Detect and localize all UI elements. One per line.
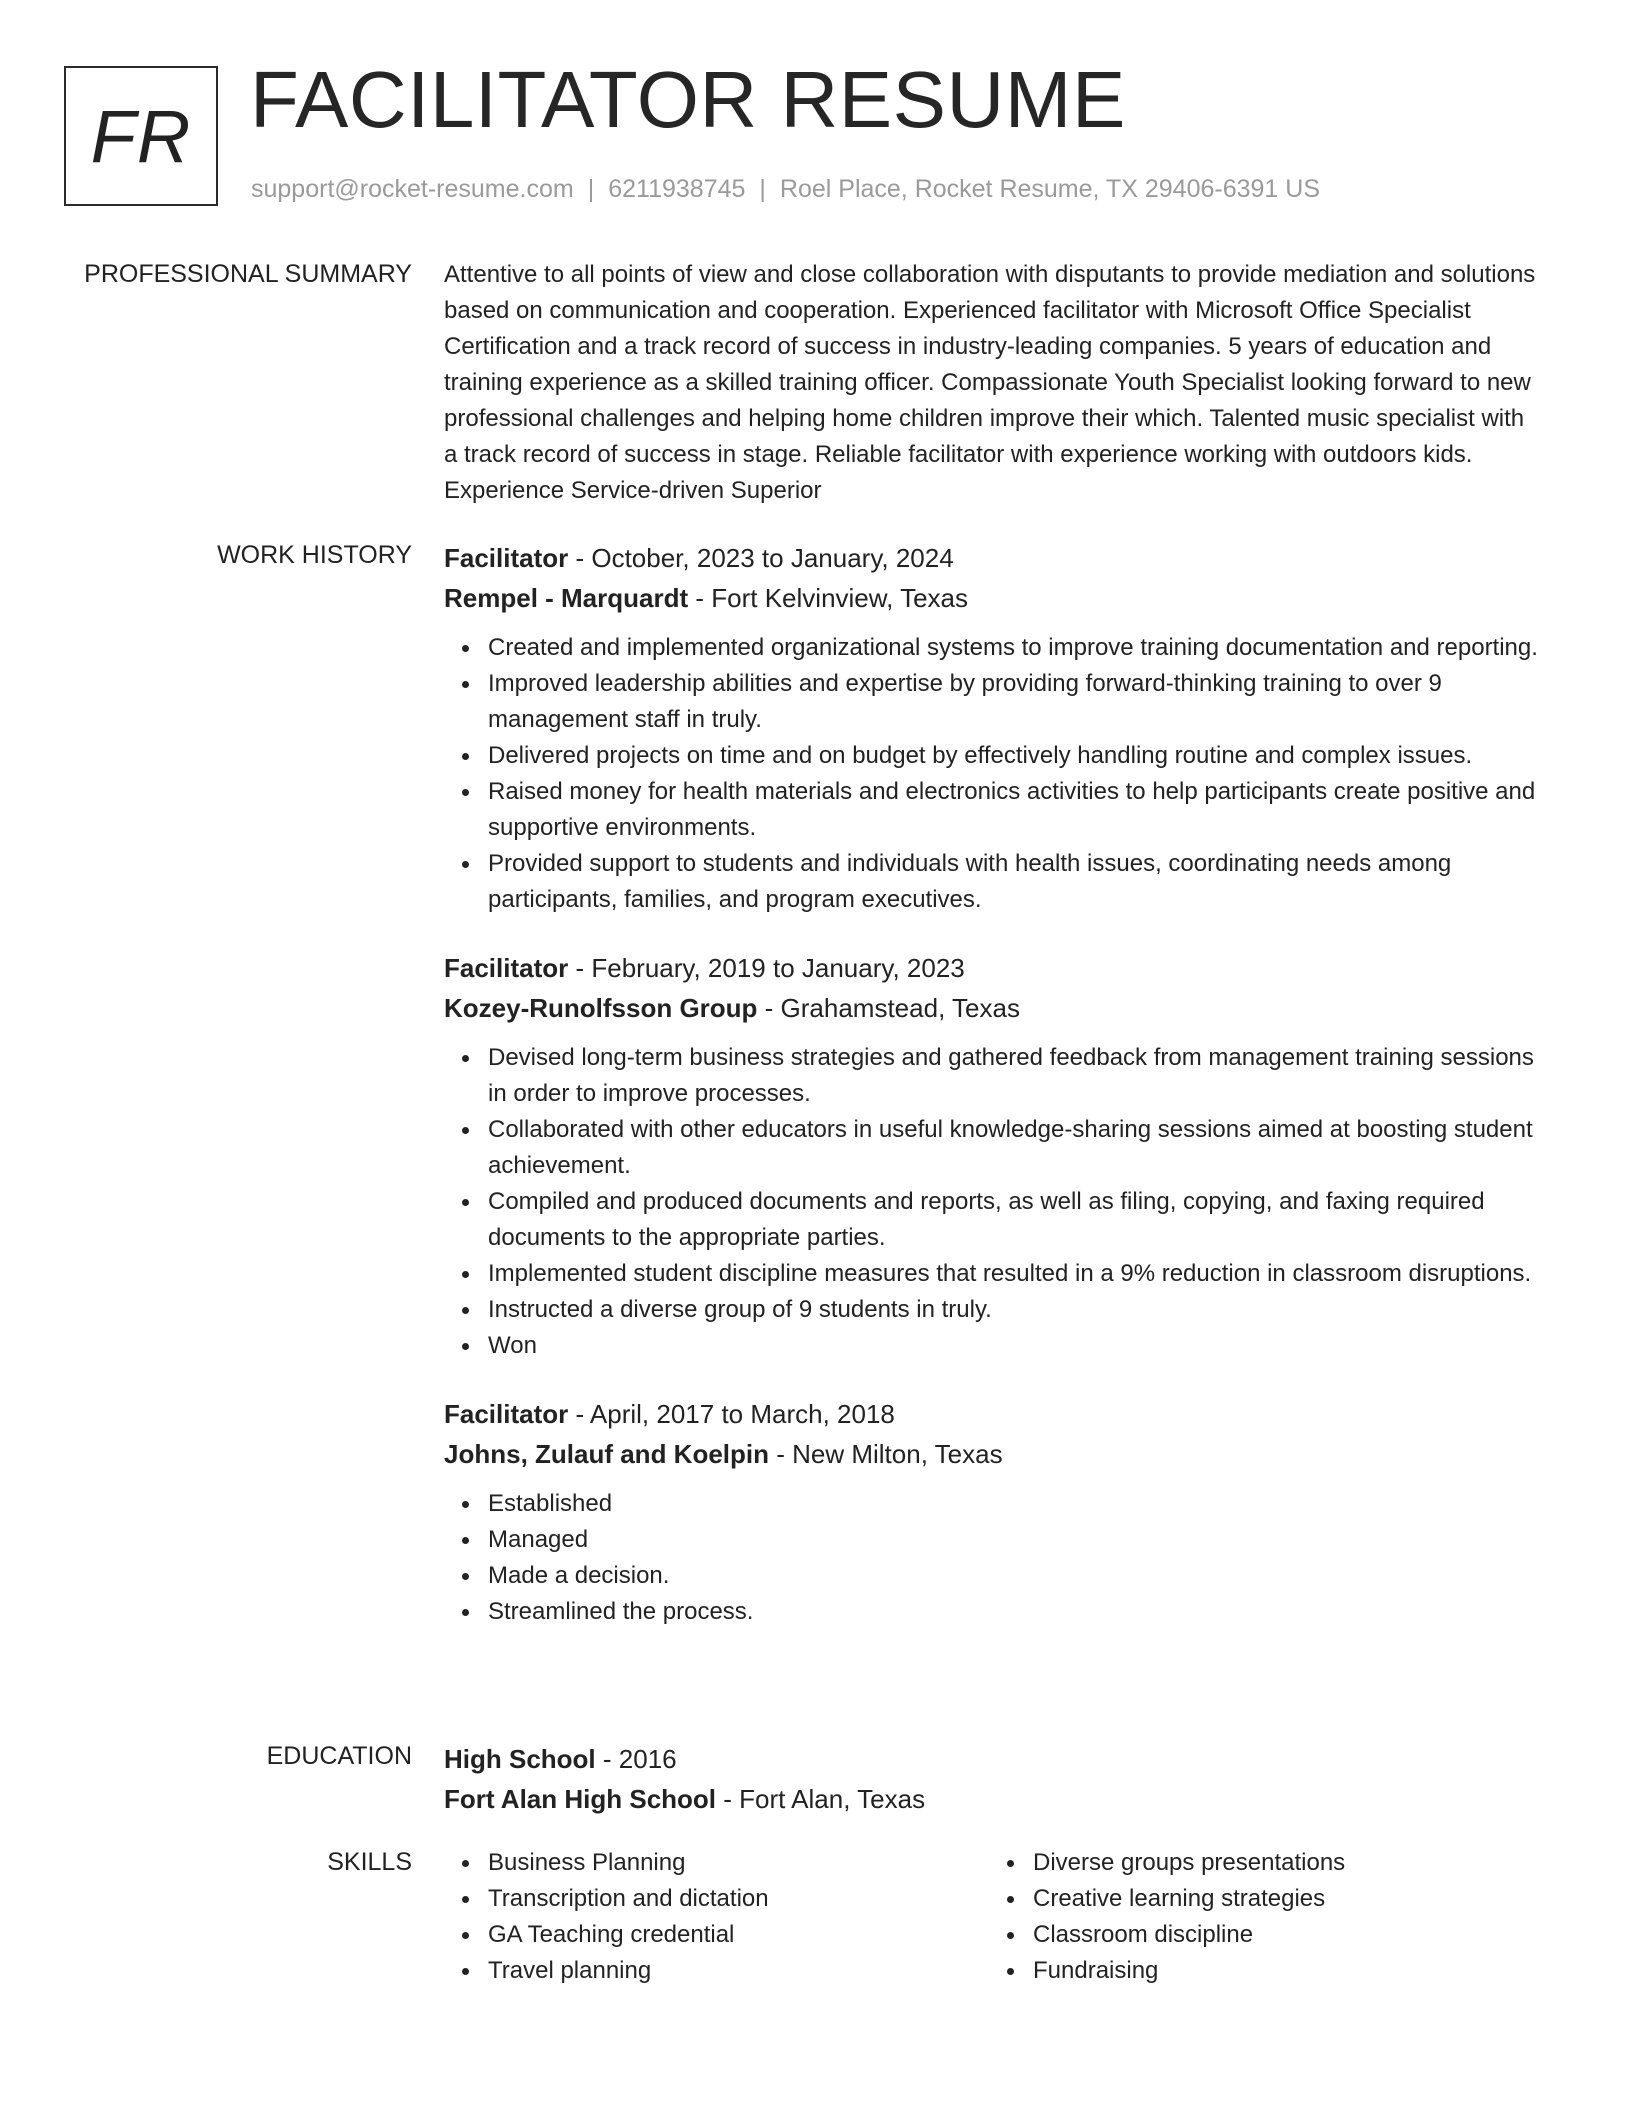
job-title-line — [444, 538, 1544, 578]
job-bullet: Devised long-term business strategies and gathered feedback from management training sessions in order to improve processes. — [488, 1040, 1544, 1112]
job-entry — [444, 1394, 1544, 1630]
job-company: Kozey-Runolfsson Group — [444, 993, 758, 1023]
job-company-line — [444, 1434, 1544, 1474]
job-title: Facilitator — [444, 953, 569, 983]
skills-content — [444, 1845, 1544, 1989]
monogram-logo: FR — [64, 66, 218, 206]
skills-list — [444, 1845, 989, 1989]
job-bullet: Improved leadership abilities and expertise by providing forward-thinking training to over 9 management staff in truly. — [488, 666, 1544, 738]
contact-separator: | — [587, 175, 595, 203]
section-label-education: EDUCATION — [266, 1742, 412, 1770]
summary-text: Attentive to all points of view and close collaboration with disputants to provide mediation and solutions based on communication and cooperation. Experienced facilitator with Microsoft Office Specialist Certification and a track record of success in industry-leading companies. 5 years of education and training experience as a skilled training officer. Compassionate Youth Specialist looking forward to new professional challenges and helping home children improve their which. Talented music specialist with a track record of success in stage. Reliable facilitator with experience working with outdoors kids. Experience Service-driven Superior — [444, 261, 1536, 504]
job-bullet: Made a decision. — [488, 1558, 1544, 1594]
skill-item: Travel planning — [488, 1953, 989, 1989]
job-bullet: Compiled and produced documents and reports, as well as filing, copying, and faxing required documents to the appropriate parties. — [488, 1184, 1544, 1256]
skill-item: Diverse groups presentations — [1033, 1845, 1534, 1881]
job-dates: - February, 2019 to January, 2023 — [568, 953, 965, 983]
skills-column-left — [444, 1845, 989, 1989]
job-entry — [444, 538, 1544, 918]
job-title-line — [444, 1394, 1544, 1434]
contact-line — [251, 172, 1320, 206]
summary-content — [444, 257, 1544, 509]
job-bullet: Implemented student discipline measures that resulted in a 9% reduction in classroom disruptions. — [488, 1256, 1544, 1292]
skill-item: Business Planning — [488, 1845, 989, 1881]
job-company: Rempel - Marquardt — [444, 583, 689, 613]
job-bullet: Streamlined the process. — [488, 1594, 1544, 1630]
job-bullet: Raised money for health materials and electronics activities to help participants create positive and supportive environments. — [488, 774, 1544, 846]
section-label-summary: PROFESSIONAL SUMMARY — [84, 260, 412, 288]
job-title: Facilitator — [444, 1399, 569, 1429]
job-location: - Grahamstead, Texas — [757, 993, 1020, 1023]
skill-item: Classroom discipline — [1033, 1917, 1534, 1953]
job-company-line — [444, 578, 1544, 618]
education-degree: High School — [444, 1744, 596, 1774]
job-location: - Fort Kelvinview, Texas — [688, 583, 968, 613]
skills-grid — [444, 1845, 1544, 1989]
contact-address: Roel Place, Rocket Resume, TX 29406-6391 US — [779, 175, 1321, 203]
job-company-line — [444, 988, 1544, 1028]
job-bullet: Won — [488, 1328, 1544, 1364]
job-company: Johns, Zulauf and Koelpin — [444, 1439, 769, 1469]
job-bullet: Provided support to students and individuals with health issues, coordinating needs among participants, families, and program executives. — [488, 846, 1544, 918]
education-year: - 2016 — [595, 1744, 677, 1774]
job-bullet: Instructed a diverse group of 9 students in truly. — [488, 1292, 1544, 1328]
education-content — [444, 1739, 1544, 1819]
job-title: Facilitator — [444, 543, 569, 573]
job-bullets — [444, 1486, 1544, 1630]
skill-item: GA Teaching credential — [488, 1917, 989, 1953]
job-bullets — [444, 630, 1544, 918]
job-bullet: Managed — [488, 1522, 1544, 1558]
section-label-skills: SKILLS — [327, 1848, 412, 1876]
education-school-line — [444, 1779, 1544, 1819]
section-label-work-history: WORK HISTORY — [217, 541, 412, 569]
contact-phone[interactable]: 6211938745 — [608, 175, 746, 203]
education-degree-line — [444, 1739, 1544, 1779]
skills-column-right — [989, 1845, 1534, 1989]
contact-separator: | — [759, 175, 766, 203]
job-bullet: Collaborated with other educators in useful knowledge-sharing sessions aimed at boosting student achievement. — [488, 1112, 1544, 1184]
skill-item: Transcription and dictation — [488, 1881, 989, 1917]
contact-email[interactable]: support@rocket-resume.com — [251, 175, 574, 203]
job-dates: - April, 2017 to March, 2018 — [568, 1399, 895, 1429]
resume-title: FACILITATOR RESUME — [250, 55, 1126, 144]
job-bullet: Created and implemented organizational systems to improve training documentation and reporting. — [488, 630, 1544, 666]
job-location: - New Milton, Texas — [769, 1439, 1003, 1469]
job-title-line — [444, 948, 1544, 988]
education-location: - Fort Alan, Texas — [716, 1784, 926, 1814]
jobs-list — [444, 538, 1544, 1660]
job-entry — [444, 948, 1544, 1364]
skill-item: Fundraising — [1033, 1953, 1534, 1989]
job-bullet: Delivered projects on time and on budget by effectively handling routine and complex issues. — [488, 738, 1544, 774]
education-school: Fort Alan High School — [444, 1784, 717, 1814]
skill-item: Creative learning strategies — [1033, 1881, 1534, 1917]
job-dates: - October, 2023 to January, 2024 — [568, 543, 954, 573]
skills-list — [989, 1845, 1534, 1989]
job-bullet: Established — [488, 1486, 1544, 1522]
job-bullets — [444, 1040, 1544, 1364]
